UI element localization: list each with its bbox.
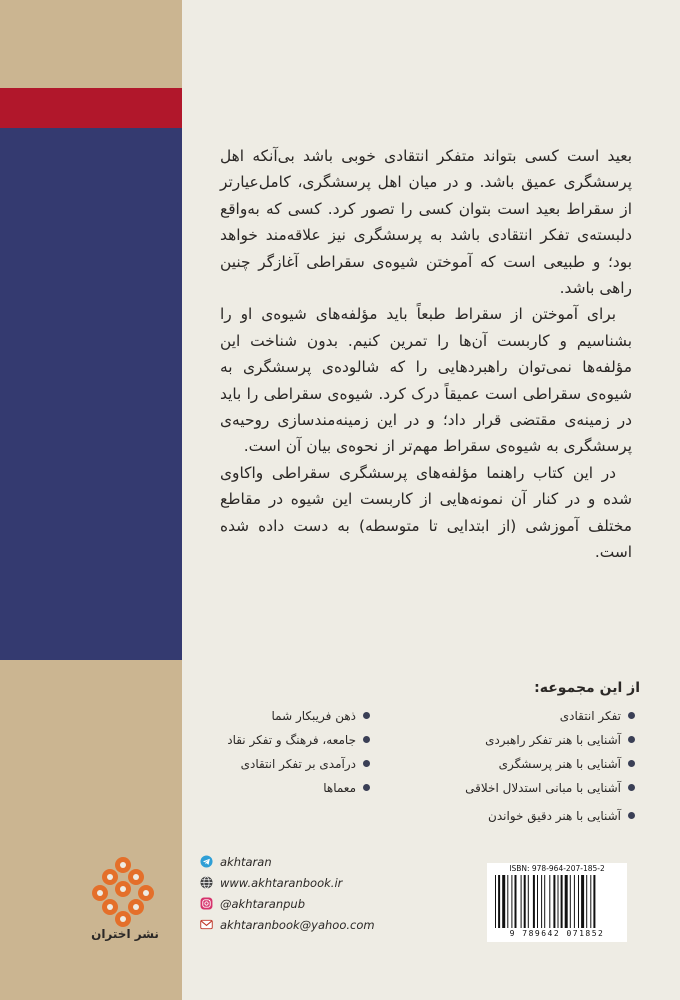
series-item: آشنایی با هنر تفکر راهبردی <box>420 728 635 752</box>
series-item: درآمدی بر تفکر انتقادی <box>210 752 370 776</box>
red-color-band <box>0 88 182 128</box>
globe-icon <box>200 876 213 889</box>
contact-email[interactable]: akhtaranbook@yahoo.com <box>200 914 400 935</box>
telegram-icon <box>200 855 213 868</box>
isbn-label: ISBN: 978-964-207-185-2 <box>509 864 605 873</box>
instagram-icon <box>200 897 213 910</box>
email-icon <box>200 918 213 931</box>
publisher-logo-icon <box>88 855 158 935</box>
isbn-barcode-box <box>487 863 627 942</box>
contact-website[interactable]: www.akhtaranbook.ir <box>200 872 400 893</box>
bullet-icon <box>363 736 370 743</box>
bullet-icon <box>628 760 635 767</box>
series-list-left <box>210 704 370 800</box>
back-cover-blurb <box>220 143 632 566</box>
blurb-paragraph-2: برای آموختن از سقراط طبعاً باید مؤلفه‌های شیوه‌ی او را بشناسیم و کاربست آن‌ها را تمرین کنیم. بدون شناخت این مؤلفه‌ها نمی‌توان راهبردهایی را که شالوده‌ی پرسشگری به شیوه‌ی سقراطی است عمیقاً درک کرد. شیوه‌ی سقراطی را باید در زمینه‌ی مقتضی قرار داد؛ و در این زمینه‌مندسازی روحیه‌ی پرسشگری به شیوه‌ی سقراط مهم‌تر از نحوه‌ی بیان آن است. <box>220 305 632 456</box>
bullet-icon <box>628 736 635 743</box>
bullet-icon <box>363 784 370 791</box>
series-item: معماها <box>210 776 370 800</box>
publisher-name: نشر اختران <box>91 927 159 941</box>
blue-color-band <box>0 128 182 660</box>
series-item: آشنایی با هنر دقیق خواندن <box>420 804 635 828</box>
bullet-icon <box>363 760 370 767</box>
barcode-icon <box>493 875 621 928</box>
series-item: ذهن فریبکار شما <box>210 704 370 728</box>
series-item: آشنایی با هنر پرسشگری <box>420 752 635 776</box>
bullet-icon <box>628 712 635 719</box>
contact-telegram[interactable]: akhtaran <box>200 851 400 872</box>
publisher-contacts <box>200 851 400 935</box>
bullet-icon <box>363 712 370 719</box>
series-title: از این مجموعه: <box>534 680 640 696</box>
isbn-digits: 9 789642 071852 <box>509 929 605 938</box>
series-item: آشنایی با مبانی استدلال اخلاقی <box>420 776 635 800</box>
contact-instagram[interactable]: @akhtaranpub <box>200 893 400 914</box>
blurb-paragraph-1: بعید است کسی بتواند متفکر انتقادی خوبی باشد بی‌آنکه اهل پرسشگری عمیق باشد. و در میان اهل پرسشگری، کامل‌عیارتر از سقراط بعید است بتوان کسی را تصور کرد. کسی که به‌واقع دلبسته‌ی تفکر انتقادی باشد به پرسشگری نیز علاقه‌مند خواهد بود؛ و طبیعی است که آموختن شیوه‌ی سقراطی آغازگر چنین راهی باشد. <box>220 147 632 298</box>
series-list-right <box>420 704 635 828</box>
bullet-icon <box>628 784 635 791</box>
series-item: تفکر انتقادی <box>420 704 635 728</box>
series-item: جامعه، فرهنگ و تفکر نقاد <box>210 728 370 752</box>
blurb-paragraph-3: در این کتاب راهنما مؤلفه‌های پرسشگری سقراطی واکاوی شده و در کنار آن نمونه‌هایی از کاربست این شیوه در مقاطع مختلف آموزشی (از ابتدایی تا متوسطه) به دست داده شده است. <box>220 463 632 562</box>
bullet-icon <box>628 812 635 819</box>
